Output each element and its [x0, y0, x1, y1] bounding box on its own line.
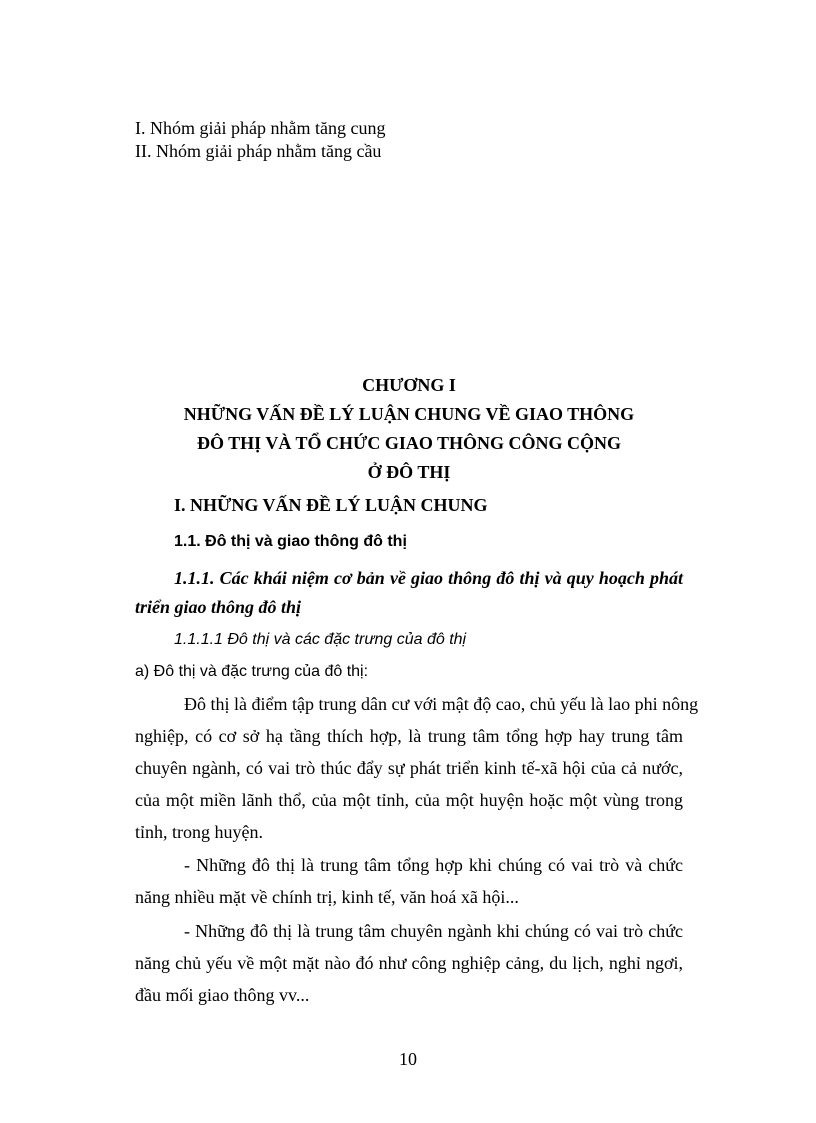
paragraph-line: của một miền lãnh thổ, của một tỉnh, của một huyện hoặc một vùng trong	[135, 790, 683, 810]
paragraph-line: nghiệp, có cơ sở hạ tầng thích hợp, là trung tâm tổng hợp hay trung tâm	[135, 726, 683, 746]
paragraph-line: Đô thị là điểm tập trung dân cư với mật độ cao, chủ yếu là lao phi nông	[184, 694, 699, 714]
section-1-heading: I. NHỮNG VẤN ĐỀ LÝ LUẬN CHUNG	[174, 495, 488, 515]
paragraph-specialized-center	[135, 915, 683, 1011]
section-1-1-1-heading	[135, 564, 683, 622]
subsection-a-heading: a) Đô thị và đặc trưng của đô thị:	[135, 663, 369, 680]
paragraph-line: chuyên ngành, có vai trò thúc đẩy sự phát triển kinh tế-xã hội của cả nước,	[135, 758, 683, 778]
paragraph-line: tỉnh, trong huyện.	[135, 822, 263, 842]
chapter-title-line-3: Ở ĐÔ THỊ	[367, 462, 451, 482]
paragraph-line: - Những đô thị là trung tâm chuyên ngành khi chúng có vai trò chức	[184, 921, 683, 941]
toc-item-2: II. Nhóm giải pháp nhằm tăng cầu	[135, 141, 382, 161]
chapter-title-line-1: NHỮNG VẤN ĐỀ LÝ LUẬN CHUNG VỀ GIAO THÔNG	[183, 404, 635, 424]
paragraph-definition	[135, 688, 699, 848]
section-1-1-heading: 1.1. Đô thị và giao thông đô thị	[174, 533, 407, 550]
page-number: 10	[399, 1049, 417, 1069]
paragraph-line: đầu mối giao thông vv...	[135, 985, 310, 1005]
paragraph-line: năng chủ yếu về một mặt nào đó như công nghiệp cảng, du lịch, nghỉ ngơi,	[135, 953, 683, 973]
paragraph-line: năng nhiều mặt về chính trị, kinh tế, văn hoá xã hội...	[135, 887, 519, 907]
toc-item-1: I. Nhóm giải pháp nhằm tăng cung	[135, 118, 386, 138]
section-1-1-1-heading-line-2: triển giao thông đô thị	[135, 597, 302, 617]
chapter-title-line-2: ĐÔ THỊ VÀ TỔ CHỨC GIAO THÔNG CÔNG CỘNG	[196, 433, 622, 453]
section-1-1-1-heading-line-1: 1.1.1. Các khái niệm cơ bản về giao thông đô thị và quy hoạch phát	[174, 568, 683, 588]
chapter-heading	[135, 371, 683, 487]
paragraph-line: - Những đô thị là trung tâm tổng hợp khi chúng có vai trò và chức	[184, 855, 683, 875]
section-1-1-1-1-heading: 1.1.1.1 Đô thị và các đặc trưng của đô thị	[174, 631, 467, 648]
paragraph-general-center	[135, 849, 683, 913]
chapter-label: CHƯƠNG I	[362, 375, 456, 395]
